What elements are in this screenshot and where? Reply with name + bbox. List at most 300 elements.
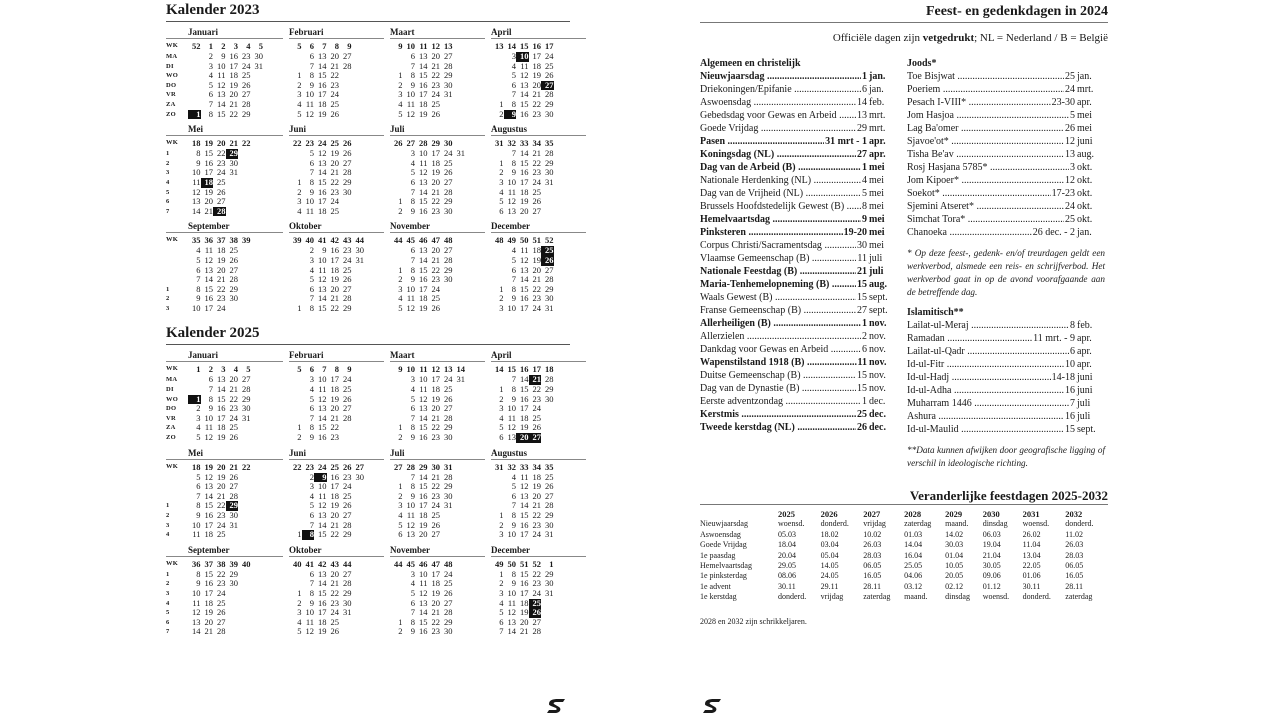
day-cell: 21 [204, 205, 213, 216]
day-cell [251, 71, 264, 81]
day-row [166, 627, 283, 637]
day-cell: 16 [318, 79, 327, 90]
day-cell: 25 [545, 60, 554, 71]
day-cell: 12 [406, 519, 415, 530]
day-cell: 19 [520, 196, 529, 207]
day-cell: 29 [229, 283, 238, 294]
day-cell: 12 [520, 70, 529, 81]
day-cell: 8 [511, 283, 516, 294]
year-header: 2025 [778, 509, 795, 519]
day-cell: 26 [444, 167, 453, 178]
day-cell: 26 [330, 626, 339, 637]
day-cell: 16 [318, 597, 327, 608]
date-cell: 26.03 [1065, 540, 1084, 550]
week-number: 47 [431, 558, 440, 569]
day-cell: 8 [309, 587, 314, 598]
day-cell: 6 [499, 205, 504, 216]
date-cell: donderd. [778, 592, 807, 602]
day-cell: 9 [196, 157, 201, 168]
day-cell: 26 [541, 256, 554, 266]
day-cell: 14 [192, 205, 201, 216]
week-label: WK [166, 42, 179, 49]
day-cell: 8 [309, 70, 314, 81]
day-cell: 15 [419, 70, 428, 81]
day-cell: 4 [196, 245, 201, 256]
table-row [700, 551, 1108, 561]
week-number: 39 [293, 235, 302, 246]
day-cell: 17 [204, 302, 213, 313]
weekday-label: DO [166, 81, 177, 89]
day-cell: 26 [545, 70, 554, 81]
day-cell: 18 [204, 529, 213, 540]
day-cell: 13 [419, 403, 428, 414]
day-cell: 28 [343, 167, 352, 178]
day-cell: 8 [196, 283, 201, 294]
day-cell [289, 149, 302, 159]
day-cell: 7 [309, 293, 314, 304]
day-cell: 22 [431, 264, 440, 275]
day-cell: 23 [532, 293, 541, 304]
day-cell: 1 [499, 283, 504, 294]
day-cell: 4 [398, 510, 403, 520]
day-cell: 7 [499, 626, 504, 637]
date-cell: 24.05 [820, 571, 839, 581]
holiday-name: Toe Bisjwat ..... [907, 70, 1064, 83]
holiday-day: 16 [1065, 385, 1075, 396]
day-cell: 8 [511, 98, 516, 109]
holiday-name: Simchat Tora* ..... [907, 213, 1064, 226]
week-number: 7 [322, 364, 327, 375]
weekday-label: 5 [166, 609, 170, 617]
day-cell: 9 [196, 293, 201, 304]
holiday-month: mei [869, 201, 884, 212]
day-cell: 6 [410, 51, 415, 61]
day-cell: 6 [398, 529, 403, 540]
day-cell: 2 [398, 79, 403, 90]
day-cell: 16 [520, 108, 529, 119]
day-cell: 19 [532, 254, 541, 265]
calendar-month [491, 544, 586, 637]
holiday-row [700, 174, 897, 187]
holiday-month: mei [869, 214, 885, 225]
date-cell: dinsdag [945, 592, 970, 602]
day-cell: 2 [208, 51, 213, 61]
week-numbers [390, 461, 485, 473]
week-number: 11 [419, 364, 428, 375]
day-cell: 16 [330, 245, 339, 256]
day-cell: 16 [520, 393, 529, 404]
date-cell: 30.11 [778, 581, 796, 591]
week-number: 26 [343, 461, 352, 472]
day-cell: 27 [444, 51, 453, 61]
date-cell: 29.11 [820, 581, 839, 591]
day-cell: 11 [217, 70, 226, 81]
day-cell [188, 62, 201, 72]
day-cell: 4 [297, 98, 302, 109]
weekday-label [166, 266, 188, 276]
holiday-name: Dag van de Dynastie (B) ..... [700, 382, 856, 395]
day-cell: 4 [499, 412, 504, 423]
day-cell: 28 [444, 60, 453, 71]
day-cell: 17 [229, 60, 238, 71]
day-cell: 20 [516, 433, 529, 443]
day-cell: 20 [229, 374, 238, 385]
holiday-row [907, 332, 1105, 345]
day-cell [188, 71, 201, 81]
day-row [289, 207, 384, 217]
holiday-day: 4 [862, 175, 867, 186]
day-cell: 22 [532, 98, 541, 109]
day-cell: 19 [330, 274, 339, 285]
week-number: 5 [297, 41, 302, 51]
weekday-label: 2 [166, 295, 170, 303]
day-cell: 5 [196, 471, 201, 482]
day-cell: 15 [318, 70, 327, 81]
weekday-label: 3 [166, 169, 170, 177]
day-cell: 12 [217, 79, 226, 90]
day-cell: 19 [419, 108, 428, 119]
day-cell [491, 256, 504, 266]
holiday-day: 16 [1065, 411, 1075, 422]
holiday-day: 1 [862, 71, 867, 82]
week-number: 5 [297, 364, 302, 375]
holidays-subtitle [700, 32, 1108, 46]
holiday-month: juli [1077, 411, 1091, 422]
day-cell: 3 [398, 89, 403, 100]
calendar-month [390, 447, 485, 540]
day-cell: 27 [229, 481, 238, 492]
day-cell: 19 [318, 108, 327, 119]
day-cell: 19 [330, 393, 339, 404]
day-cell: 26 [343, 274, 352, 285]
day-cell: 30 [545, 519, 554, 530]
table-row [700, 519, 1108, 529]
day-cell [440, 511, 453, 521]
week-number: 22 [293, 138, 302, 149]
holiday-day: 26 [1065, 123, 1075, 134]
day-cell: 1 [297, 529, 302, 540]
holiday-month: apr. [1077, 346, 1092, 357]
holiday-day: 6 [862, 84, 867, 95]
day-cell: 20 [330, 403, 339, 414]
holiday-month: apr. [869, 136, 886, 147]
holiday-name: Jom Kipoer* ..... [907, 174, 1064, 187]
day-cell: 6 [410, 245, 415, 256]
table-row [700, 571, 1108, 581]
day-cell: 5 [196, 254, 201, 265]
day-cell: 3 [309, 254, 314, 265]
holiday-month: okt. [1077, 214, 1093, 225]
day-cell: 3 [297, 89, 302, 100]
week-number: 24 [318, 138, 327, 149]
week-numbers [491, 461, 586, 473]
day-cell: 24 [532, 529, 541, 540]
weekday-label: MA [166, 376, 178, 384]
day-cell: 22 [431, 196, 440, 207]
day-row [166, 530, 283, 540]
calendar-month [390, 220, 485, 313]
day-cell: 11 [204, 422, 213, 433]
date-cell: zaterdag [863, 592, 891, 602]
day-cell: 21 [431, 471, 440, 482]
day-cell: 8 [410, 481, 415, 492]
week-number: 44 [394, 235, 403, 246]
day-cell: 25 [532, 412, 541, 423]
day-cell: 20 [431, 403, 440, 414]
day-cell: 29 [343, 529, 352, 540]
day-cell: 23 [532, 167, 541, 178]
day-cell: 14 [520, 500, 529, 511]
day-cell [251, 90, 264, 100]
holiday-columns [700, 58, 1108, 470]
holiday-name: Wapenstilstand 1918 (B) ..... [700, 356, 857, 369]
day-cell: 14 [318, 60, 327, 71]
day-cell: 30 [343, 597, 352, 608]
day-cell: 25 [229, 245, 238, 256]
day-cell: 10 [419, 148, 428, 159]
day-cell: 10 [305, 196, 314, 207]
holiday-month: mrt. [869, 123, 886, 134]
day-cell: 26 [242, 79, 251, 90]
day-cell: 31 [229, 519, 238, 530]
day-cell [289, 492, 302, 502]
day-cell: 1 [398, 481, 403, 492]
day-cell: 9 [511, 519, 516, 530]
week-number: 44 [355, 235, 364, 246]
day-cell: 13 [507, 432, 516, 443]
holiday-month: mei [1077, 123, 1092, 134]
day-cell: 6 [499, 616, 504, 627]
week-number: 13 [444, 41, 453, 51]
holiday-row [907, 397, 1105, 410]
day-cell: 7 [511, 500, 516, 511]
day-cell: 24 [431, 283, 440, 294]
holiday-row [700, 70, 897, 83]
month-name: Februari [289, 349, 384, 362]
holiday-name: Aswoensdag ..... [700, 96, 856, 109]
day-cell: 27 [343, 283, 352, 294]
day-cell: 16 [330, 471, 339, 482]
holiday-day: 5 [1070, 110, 1075, 121]
day-cell [491, 71, 504, 81]
day-cell: 22 [217, 148, 226, 159]
day-cell: 21 [229, 98, 238, 109]
holiday-day: 5 [862, 188, 867, 199]
day-cell: 27 [545, 264, 554, 275]
day-cell: 4 [410, 157, 415, 168]
date-cell: 10.05 [945, 561, 964, 571]
holiday-row [700, 317, 897, 330]
holiday-name: Dankdag voor Gewas en Arbeid ..... [700, 343, 861, 356]
holiday-month: okt. [1077, 162, 1093, 173]
day-cell: 13 [520, 264, 529, 275]
calendar-month [491, 349, 586, 442]
day-cell: 25 [330, 616, 339, 627]
holiday-name: Nationale Feestdag (B) ..... [700, 265, 856, 278]
day-cell: 10 [507, 587, 516, 598]
holiday-day: 25 [1065, 214, 1075, 225]
day-cell: 27 [541, 81, 554, 91]
holiday-row [700, 343, 897, 356]
week-number: 1 [549, 558, 554, 569]
day-cell: 23 [217, 157, 226, 168]
day-cell: 3 [309, 374, 314, 385]
day-cell: 26 [545, 481, 554, 492]
holiday-month: dec. [869, 396, 886, 407]
day-cell: 15 [520, 157, 529, 168]
day-cell [339, 618, 352, 628]
day-cell: 8 [196, 568, 201, 579]
day-cell: 23 [217, 578, 226, 589]
day-cell: 21 [330, 578, 339, 589]
day-cell: 30 [343, 186, 352, 197]
day-cell: 23 [242, 51, 251, 61]
day-cell: 19 [532, 481, 541, 492]
day-cell: 16 [318, 186, 327, 197]
date-cell: 03.04 [820, 540, 839, 550]
day-cell: 8 [309, 176, 314, 187]
day-cell: 17 [204, 167, 213, 178]
date-cell: donderd. [1065, 519, 1094, 529]
holiday-month: dec. [869, 422, 886, 433]
week-number: 10 [406, 41, 415, 51]
day-cell: 13 [419, 245, 428, 256]
day-cell: 20 [229, 89, 238, 100]
day-cell [352, 285, 365, 295]
day-cell [226, 304, 239, 314]
day-cell: 28 [213, 207, 226, 217]
day-cell: 18 [520, 597, 529, 608]
day-cell [289, 511, 302, 521]
holiday-month: okt. [1077, 188, 1093, 199]
month-name: December [491, 544, 586, 557]
date-cell: 01.04 [945, 550, 964, 560]
date-cell: 16.05 [1065, 571, 1084, 581]
day-cell: 3 [410, 568, 415, 579]
day-cell [352, 482, 365, 492]
day-cell: 13 [419, 176, 428, 187]
day-cell: 4 [398, 293, 403, 304]
day-cell [289, 395, 302, 405]
day-cell: 14 [318, 167, 327, 178]
week-number: 39 [242, 235, 251, 246]
day-cell: 27 [242, 374, 251, 385]
day-cell: 23 [217, 510, 226, 520]
day-cell [238, 433, 251, 443]
holiday-month: mrt. [1077, 84, 1094, 95]
day-cell [453, 423, 466, 433]
day-cell [289, 375, 302, 385]
month-name: Augustus [491, 447, 586, 460]
week-number: 8 [334, 364, 339, 375]
leap-years-note: 2028 en 2032 zijn schrikkeljaren. [700, 616, 807, 626]
holiday-name: Lailat-ul-Qadr ..... [907, 345, 1069, 358]
holiday-day: 1 [862, 162, 867, 173]
week-number: 42 [330, 235, 339, 246]
day-cell: 31 [242, 412, 251, 423]
islamic-note: **Data kunnen afwijken door geografische ligging of verschil in ideologische richting. [907, 445, 1105, 468]
holiday-day: 27 [857, 149, 867, 160]
day-cell: 6 [309, 568, 314, 579]
day-cell: 17 [318, 89, 327, 100]
day-cell: 23 [330, 186, 339, 197]
weekday-label [166, 256, 188, 266]
day-cell: 18 [431, 578, 440, 589]
day-cell: 9 [221, 51, 226, 61]
day-cell: 10 [305, 89, 314, 100]
day-cell: 24 [444, 148, 453, 159]
day-cell: 15 [419, 616, 428, 627]
holiday-name: Jom Hasjoa ..... [907, 109, 1069, 122]
day-cell: 4 [196, 422, 201, 433]
holiday-month: apr. [1077, 333, 1092, 344]
holiday-month: juli [1077, 398, 1091, 409]
day-cell: 11 [520, 245, 529, 256]
day-cell: 17 [204, 587, 213, 598]
day-cell: 2 [499, 393, 504, 404]
week-number: 42 [318, 558, 327, 569]
day-cell: 14 [217, 384, 226, 395]
day-cell: 10 [192, 167, 201, 178]
day-cell: 31 [444, 500, 453, 511]
day-cell: 25 [343, 490, 352, 501]
day-cell: 15 [520, 98, 529, 109]
day-cell: 11 [507, 412, 516, 423]
day-cell: 28 [242, 98, 251, 109]
holiday-name: Rosj Hasjana 5785* ..... [907, 161, 1069, 174]
day-cell: 24 [343, 481, 352, 492]
holiday-month: aug. [869, 279, 888, 290]
day-cell: 12 [204, 432, 213, 443]
holiday-month: apr. [869, 149, 886, 160]
day-cell: 30 [444, 626, 453, 637]
day-cell: 27 [217, 196, 226, 207]
day-cell: 26 [229, 254, 238, 265]
day-cell: 23 [330, 597, 339, 608]
holiday-day: 29 [857, 123, 867, 134]
weekday-label: 1 [166, 502, 170, 510]
day-cell [339, 71, 352, 81]
day-cell: 11 [406, 293, 415, 304]
day-cell: 18 [330, 264, 339, 275]
calendar-quarter [166, 220, 570, 313]
day-cell: 25 [444, 384, 453, 395]
day-cell: 29 [545, 157, 554, 168]
week-number: 14 [495, 364, 504, 375]
weekday-label: 2 [166, 512, 170, 519]
day-cell: 27 [532, 205, 541, 216]
week-number: 44 [394, 558, 403, 569]
date-cell: 13.04 [1022, 550, 1041, 560]
day-cell: 8 [208, 108, 213, 119]
day-cell: 22 [532, 157, 541, 168]
day-cell: 1 [398, 616, 403, 627]
day-cell: 3 [511, 51, 516, 61]
week-number: 51 [520, 558, 529, 569]
day-cell: 21 [431, 607, 440, 618]
week-number: 11 [419, 41, 428, 51]
day-cell: 8 [302, 530, 315, 540]
day-cell: 30 [444, 274, 453, 285]
day-row [491, 207, 586, 217]
day-cell: 14 [419, 254, 428, 265]
date-cell: vrijdag [820, 592, 844, 602]
week-numbers [289, 558, 384, 570]
day-cell: 17 [217, 412, 226, 423]
holiday-month: nov. [869, 370, 886, 381]
day-cell [541, 627, 554, 637]
day-cell: 25 [330, 205, 339, 216]
